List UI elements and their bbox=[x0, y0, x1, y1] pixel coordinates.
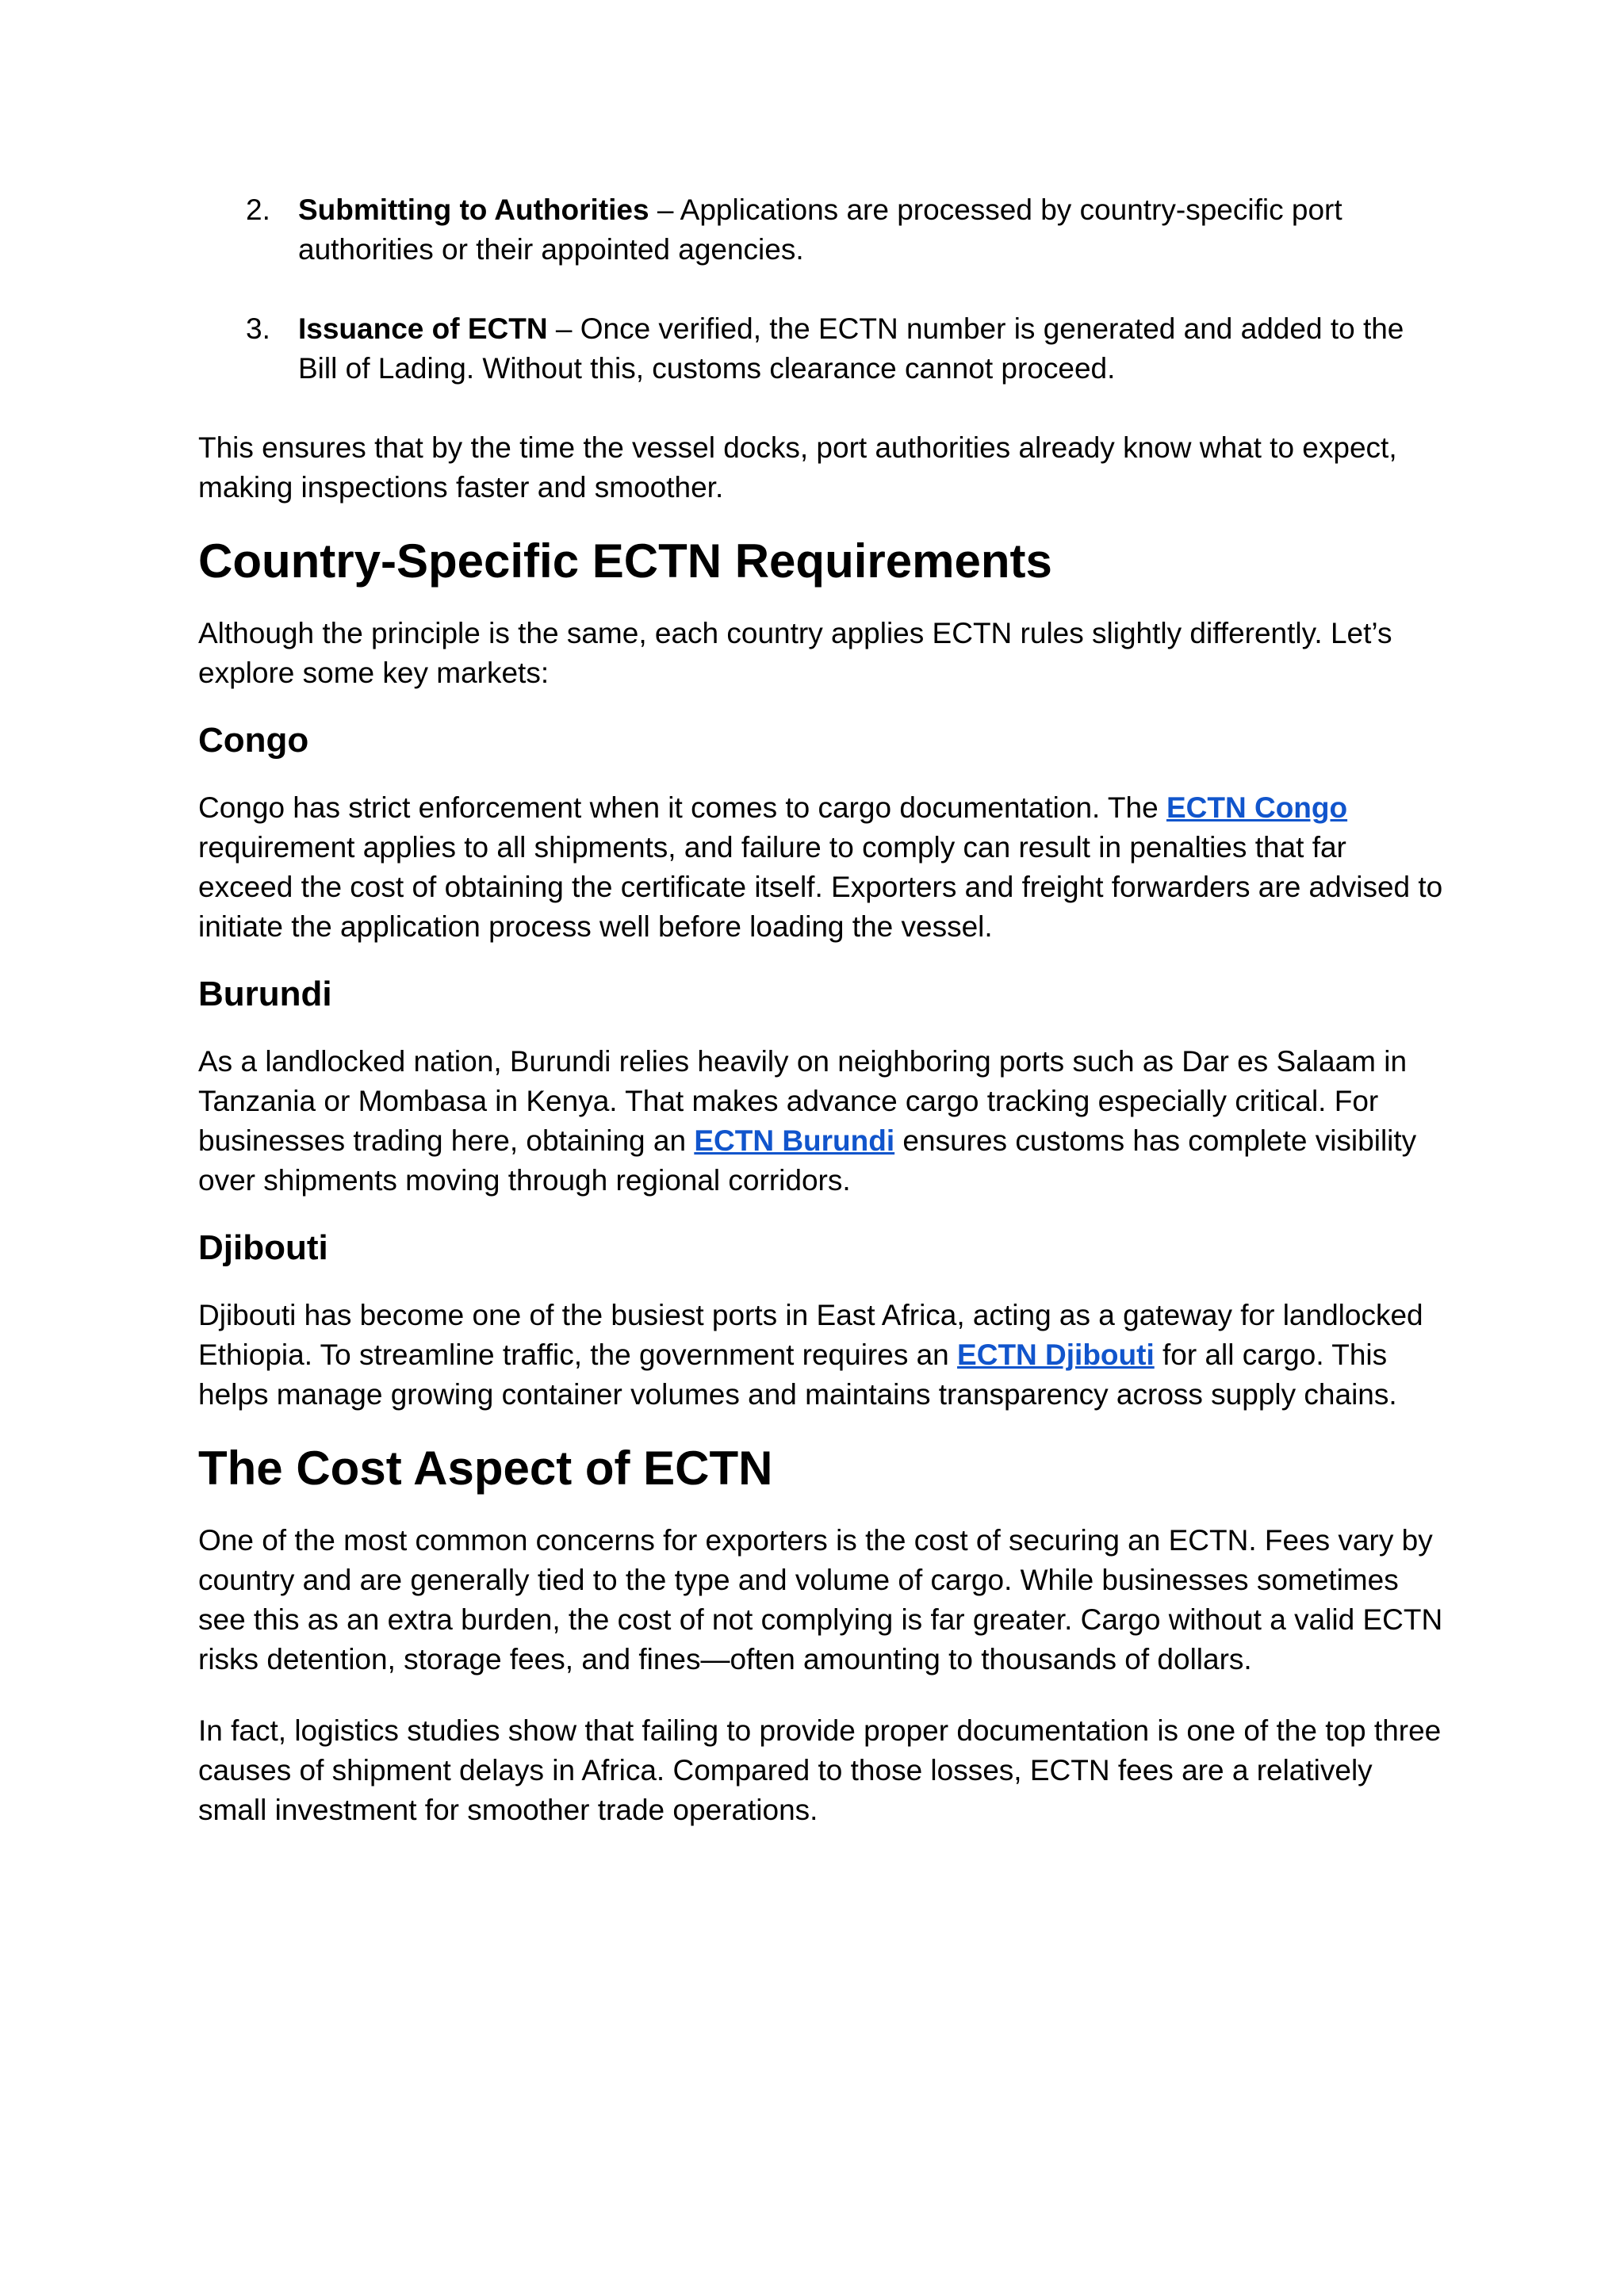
djibouti-text-before: Djibouti has become one of the busiest ports in East Africa, acting as a gateway for landlocked Ethiopia. To streamline traffic, the government requires an bbox=[198, 1299, 1423, 1371]
list-item-number: 2. bbox=[246, 193, 270, 226]
djibouti-text-after: for all cargo. This helps manage growing container volumes and maintains transparency across supply chains. bbox=[198, 1338, 1397, 1411]
list-item-text: – Applications are processed by country-specific port authorities or their appointed agencies. bbox=[298, 193, 1342, 266]
burundi-paragraph bbox=[198, 1042, 1443, 1201]
process-steps-list bbox=[198, 190, 1443, 389]
cost-paragraph-2: In fact, logistics studies show that failing to provide proper documentation is one of the top three causes of shipment delays in Africa. Compared to those losses, ECTN fees are a relatively small investment for smoother trade operations. bbox=[198, 1714, 1442, 1826]
list-item-text: – Once verified, the ECTN number is generated and added to the Bill of Lading. Without this, customs clearance cannot proceed. bbox=[298, 312, 1404, 385]
djibouti-paragraph bbox=[198, 1296, 1443, 1415]
congo-text-after: requirement applies to all shipments, and failure to comply can result in penalties that far exceed the cost of obtaining the certificate itself. Exporters and freight forwarders are advised to initiate the application process well before loading the vessel. bbox=[198, 831, 1443, 943]
congo-text-before: Congo has strict enforcement when it comes to cargo documentation. The bbox=[198, 791, 1166, 824]
list-item-number: 3. bbox=[246, 312, 270, 345]
list-item-title: Submitting to Authorities bbox=[298, 193, 649, 226]
cost-paragraph-1: One of the most common concerns for exporters is the cost of securing an ECTN. Fees vary by country and are generally tied to the type and volume of cargo. While businesses sometimes see this as an extra burden, the cost of not complying is far greater. Cargo without a valid ECTN risks detention, storage fees, and fines—often amounting to thousands of dollars. bbox=[198, 1524, 1443, 1676]
ectn-burundi-link[interactable]: ECTN Burundi bbox=[694, 1124, 895, 1157]
section-heading-requirements: Country-Specific ECTN Requirements bbox=[198, 534, 1052, 588]
section-heading-cost: The Cost Aspect of ECTN bbox=[198, 1442, 773, 1495]
list-item bbox=[198, 190, 1443, 270]
ectn-djibouti-link[interactable]: ECTN Djibouti bbox=[957, 1338, 1155, 1371]
burundi-text-after: ensures customs has complete visibility over shipments moving through regional corridors. bbox=[198, 1124, 1417, 1197]
subheading-burundi: Burundi bbox=[198, 975, 332, 1013]
list-item bbox=[198, 309, 1443, 389]
congo-paragraph bbox=[198, 788, 1443, 947]
document-page bbox=[198, 190, 1443, 1830]
subheading-congo: Congo bbox=[198, 721, 309, 760]
subheading-djibouti: Djibouti bbox=[198, 1228, 328, 1267]
requirements-intro-paragraph: Although the principle is the same, each country applies ECTN rules slightly differently. Let’s explore some key markets: bbox=[198, 617, 1392, 689]
list-item-title: Issuance of ECTN bbox=[298, 312, 548, 345]
burundi-text-before: As a landlocked nation, Burundi relies heavily on neighboring ports such as Dar es Salaam in Tanzania or Mombasa in Kenya. That makes advance cargo tracking especially critical. For businesses trading here, obtaining an bbox=[198, 1045, 1408, 1157]
ectn-congo-link[interactable]: ECTN Congo bbox=[1166, 791, 1348, 824]
intro-paragraph: This ensures that by the time the vessel docks, port authorities already know what to expect, making inspections faster and smoother. bbox=[198, 431, 1397, 504]
